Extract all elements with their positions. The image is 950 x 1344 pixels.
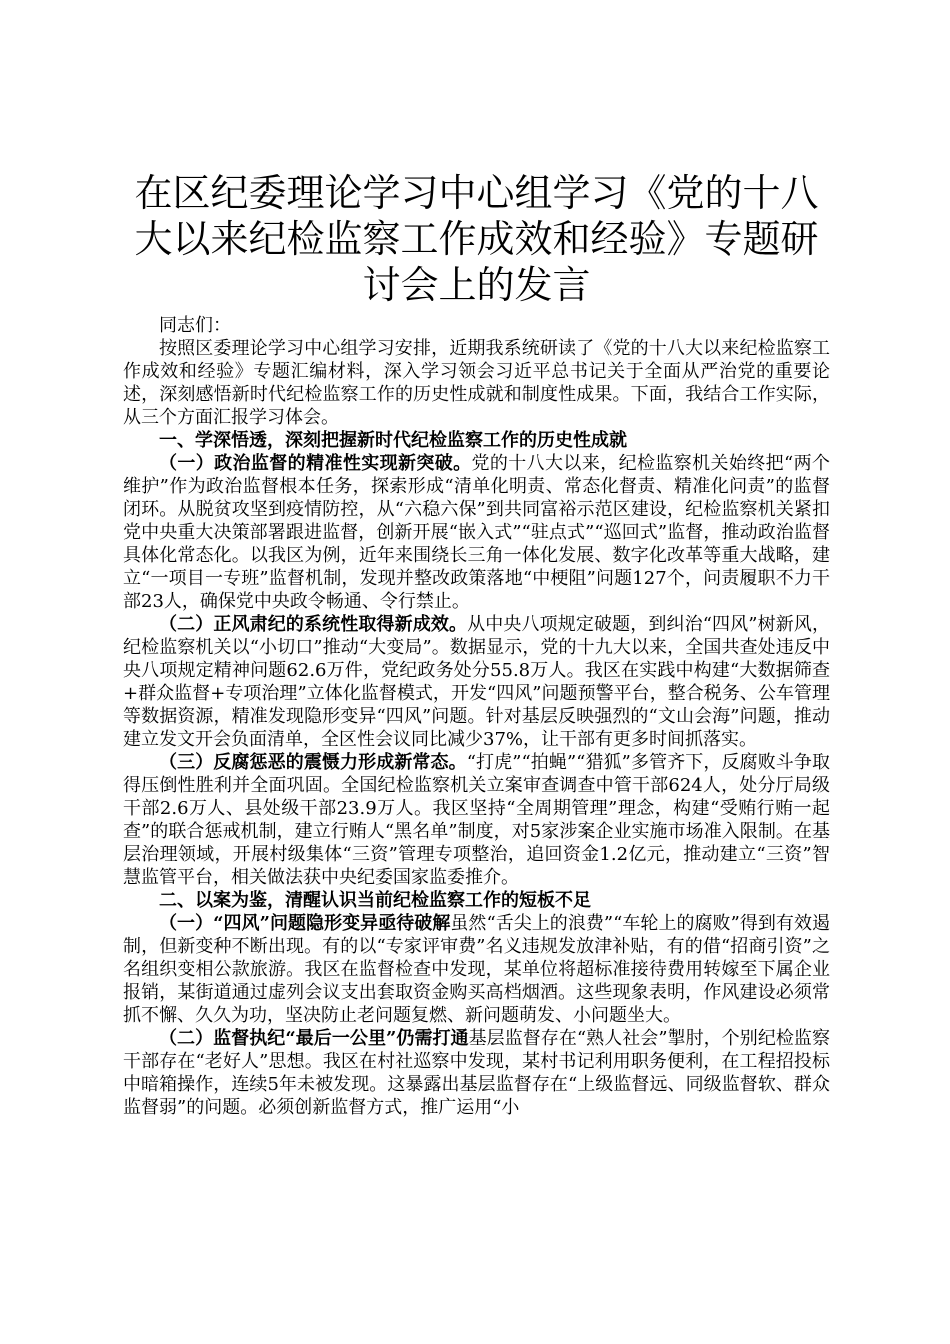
section-1-paragraph-3-text: “打虎”“拍蝇”“猎狐”多管齐下，反腐败斗争取得压倒性胜利并全面巩固。全国纪检监察机关立案审查调查中管干部624人，处分厅局级干部2.6万人、县处级干部23.9万人。我区坚持“全周期管理”理念，构建“受贿行贿一起查”的联合惩戒机制，建立行贿人“黑名单”制度，对5家涉案企业实施市场准入限制。在基层治理领域，开展村级集体“三资”管理专项整治，追回资金1.2亿元，推动建立“三资”智慧监管平台，相关做法获中央纪委国家监委推介。 bbox=[123, 752, 831, 888]
section-1-heading: 一、学深悟透，深刻把握新时代纪检监察工作的历史性成就 bbox=[159, 430, 627, 451]
section-2-paragraph-2-text: 基层监督存在“熟人社会”掣肘，个别纪检监察干部存在“老好人”思想。我区在村社巡察中发现，某村书记利用职务便利，在工程招投标中暗箱操作，连续5年未被发现。这暴露出基层监督存在“上级监督远、同级监督软、群众监督弱”的问题。必须创新监督方式，推广运用“小 bbox=[123, 1028, 830, 1118]
section-2-paragraph-1-text: 虽然“舌尖上的浪费”“车轮上的腐败”得到有效遏制，但新变种不断出现。有的以“专家评审费”名义违规发放津补贴，有的借“招商引资”之名组织变相公款旅游。我区在监督检查中发现，某单位将超标准接待费用转嫁至下属企业报销，某街道通过虚列会议支出套取资金购买高档烟酒。这些现象表明，作风建设必须常抓不懈、久久为功，坚决防止老问题复燃、新问题萌发、小问题坐大。 bbox=[123, 913, 830, 1026]
section-2-paragraph-1 bbox=[123, 912, 830, 1027]
section-1-paragraph-1 bbox=[123, 452, 830, 613]
section-1-paragraph-3-lead: （三）反腐惩恶的震慑力形成新常态。 bbox=[159, 752, 467, 773]
greeting: 同志们： bbox=[159, 315, 231, 336]
section-1-paragraph-2-text: 从中央八项规定破题，到纠治“四风”树新风，纪检监察机关以“小切口”推动“大变局”。数据显示，党的十九大以来，全国共查处违反中央八项规定精神问题62.6万件，党纪政务处分55.8万人。我区在实践中构建“大数据筛查+群众监督+专项治理”立体化监督模式，开发“四风”问题预警平台，整合税务、公车管理等数据资源，精准发现隐形变异“四风”问题。针对基层反映强烈的“文山会海”问题，推动建立发文开会负面清单，全区性会议同比减少37%，让干部有更多时间抓落实。 bbox=[123, 614, 830, 750]
section-1-paragraph-2-lead: （二）正风肃纪的系统性取得新成效。 bbox=[159, 614, 468, 635]
document-title: 在区纪委理论学习中心组学习《党的十八大以来纪检监察工作成效和经验》专题研讨会上的发言 bbox=[134, 171, 819, 307]
section-1-paragraph-3 bbox=[123, 751, 830, 889]
section-1-paragraph-1-text: 党的十八大以来，纪检监察机关始终把“两个维护”作为政治监督根本任务，探索形成“清单化明责、常态化督责、精准化问责”的监督闭环。从脱贫攻坚到疫情防控，从“六稳六保”到共同富裕示范区建设，纪检监察机关紧扣党中央重大决策部署跟进监督，创新开展“嵌入式”“驻点式”“巡回式”监督，推动政治监督具体化常态化。以我区为例，近年来围绕长三角一体化发展、数字化改革等重大战略，建立“一项目一专班”监督机制，发现并整改政策落地“中梗阻”问题127个，问责履职不力干部23人，确保党中央政令畅通、令行禁止。 bbox=[123, 453, 830, 612]
intro-paragraph: 按照区委理论学习中心组学习安排，近期我系统研读了《党的十八大以来纪检监察工作成效和经验》专题汇编材料，深入学习领会习近平总书记关于全面从严治党的重要论述，深刻感悟新时代纪检监察工作的历史性成就和制度性成果。下面，我结合工作实际，从三个方面汇报学习体会。 bbox=[123, 338, 830, 428]
document-body bbox=[123, 314, 830, 1119]
section-1-paragraph-2 bbox=[123, 613, 830, 751]
section-2-heading: 二、以案为鉴，清醒认识当前纪检监察工作的短板不足 bbox=[159, 890, 591, 911]
section-2-paragraph-1-lead: （一）“四风”问题隐形变异亟待破解 bbox=[159, 913, 451, 934]
section-2-paragraph-2 bbox=[123, 1027, 830, 1119]
section-2-paragraph-2-lead: （二）监督执纪“最后一公里”仍需打通 bbox=[159, 1028, 469, 1049]
section-1-paragraph-1-lead: （一）政治监督的精准性实现新突破。 bbox=[159, 453, 472, 474]
